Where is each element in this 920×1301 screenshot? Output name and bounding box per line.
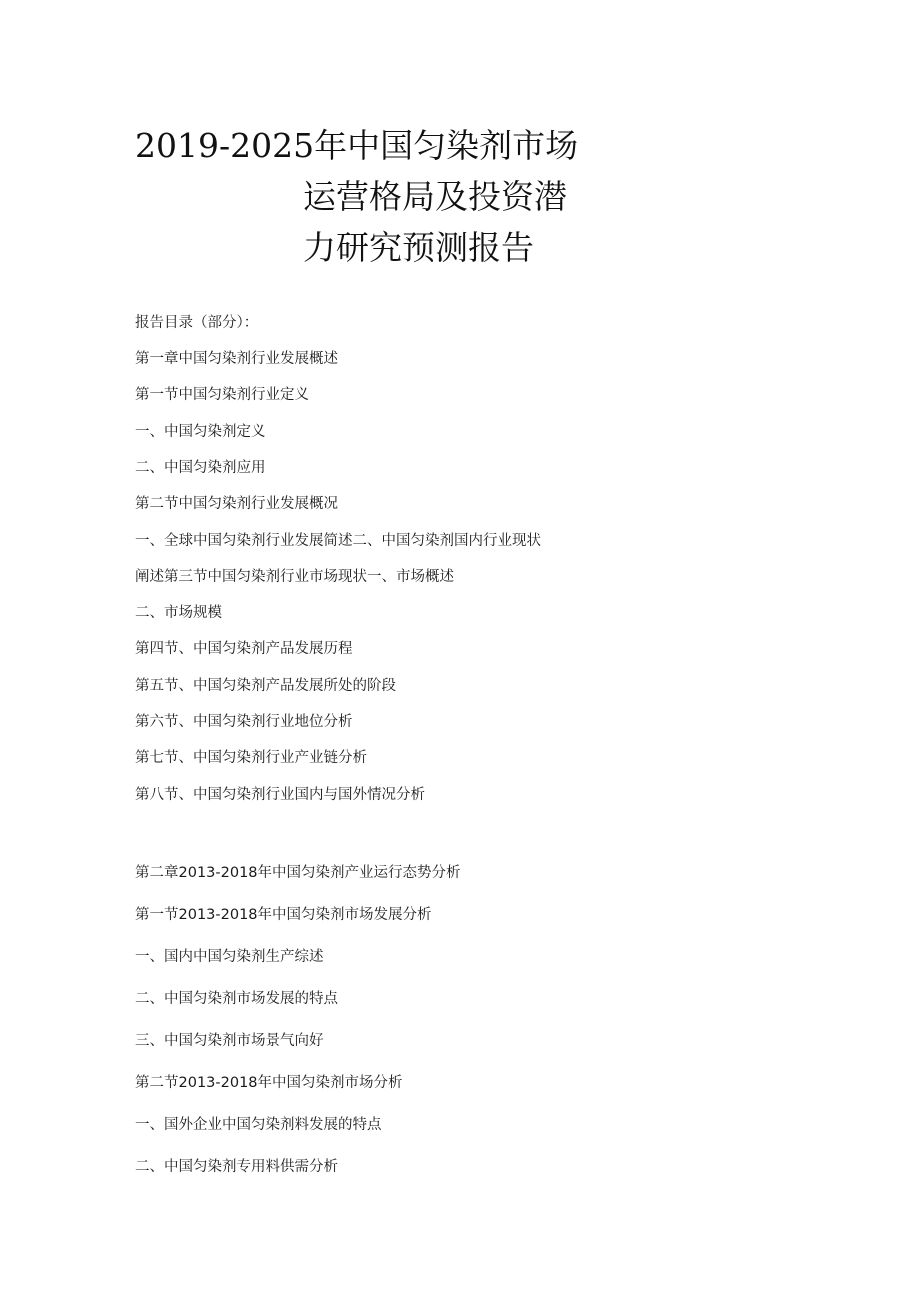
toc-item: 第四节、中国匀染剂产品发展历程 (135, 641, 353, 657)
toc-item: 一、中国匀染剂定义 (135, 424, 266, 440)
toc-item: 第二节中国匀染剂行业发展概况 (135, 496, 338, 512)
toc-chapter-2: 第二章2013-2018年中国匀染剂产业运行态势分析 (135, 865, 461, 881)
toc-item: 第八节、中国匀染剂行业国内与国外情况分析 (135, 787, 425, 803)
toc-heading: 报告目录（部分）： (135, 315, 259, 331)
toc-item: 一、国外企业中国匀染剂料发展的特点 (135, 1117, 382, 1133)
toc-item: 第七节、中国匀染剂行业产业链分析 (135, 750, 367, 766)
toc-item: 一、国内中国匀染剂生产综述 (135, 949, 324, 965)
report-title-line-1: 2019-2025年中国匀染剂市场 (135, 126, 579, 165)
toc-chapter-1: 第一章中国匀染剂行业发展概述 (135, 351, 338, 367)
toc-item: 第六节、中国匀染剂行业地位分析 (135, 714, 353, 730)
toc-item: 阐述第三节中国匀染剂行业市场现状一、市场概述 (135, 569, 454, 585)
report-title-line-3: 力研究预测报告 (303, 228, 534, 267)
toc-item: 三、中国匀染剂市场景气向好 (135, 1033, 324, 1049)
toc-item: 一、全球中国匀染剂行业发展简述二、中国匀染剂国内行业现状 (135, 533, 541, 549)
toc-item: 二、中国匀染剂应用 (135, 460, 266, 476)
toc-item: 第一节2013-2018年中国匀染剂市场发展分析 (135, 907, 432, 923)
toc-item: 二、中国匀染剂市场发展的特点 (135, 991, 338, 1007)
report-title-line-2: 运营格局及投资潜 (303, 177, 567, 216)
toc-item: 第二节2013-2018年中国匀染剂市场分析 (135, 1075, 403, 1091)
toc-item: 二、中国匀染剂专用料供需分析 (135, 1159, 338, 1175)
toc-item: 第五节、中国匀染剂产品发展所处的阶段 (135, 678, 396, 694)
toc-item: 二、市场规模 (135, 605, 222, 621)
toc-item: 第一节中国匀染剂行业定义 (135, 387, 309, 403)
